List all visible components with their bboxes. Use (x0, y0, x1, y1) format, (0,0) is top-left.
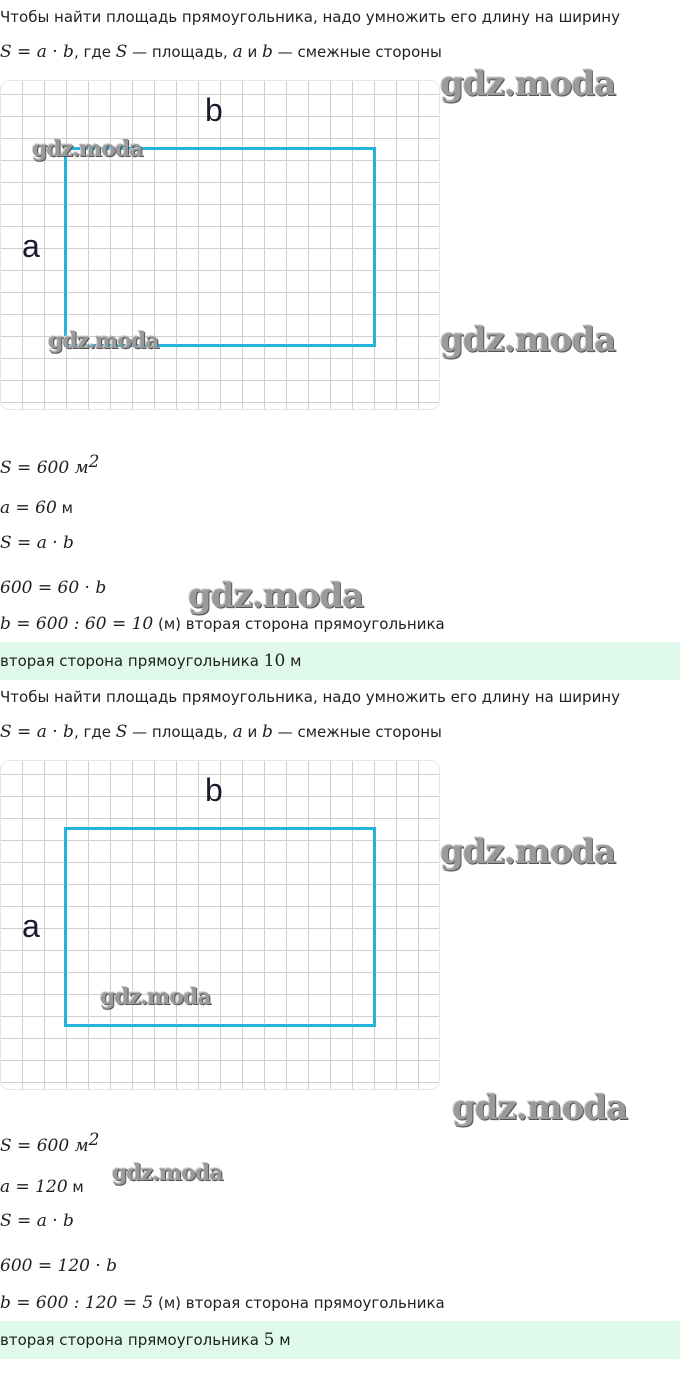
label-b: b (205, 772, 223, 808)
formula-area: — площадь, (127, 43, 233, 61)
result-unit: (м) (153, 615, 182, 633)
answer-text: вторая сторона прямоугольника (0, 652, 264, 670)
side-a-unit: м (56, 499, 73, 517)
area-line: S = 600 $м^2$ (0, 1130, 100, 1156)
area-exponent: 2 (88, 452, 100, 472)
side-a-line: a = 120 м (0, 1177, 84, 1197)
formula-line (0, 42, 442, 62)
formula-sides: — смежные стороны (272, 43, 442, 61)
area-line (0, 452, 99, 478)
equation-line: 600 = 120 · b (0, 1256, 118, 1276)
watermark: gdz.moda (48, 328, 159, 354)
formula-and: и (242, 43, 263, 61)
watermark: gdz.moda (112, 1160, 223, 1186)
area-value: S = 600 м (0, 458, 89, 478)
formula-a: a (232, 42, 243, 62)
watermark: gdz.moda (100, 984, 211, 1010)
answer-value: 10 (263, 651, 286, 671)
intro-text: Чтобы найти площадь прямоугольника, надо умножить его длину на ширину (0, 8, 620, 26)
grid-diagram (0, 80, 440, 410)
formula-lhs: S = a · b (0, 42, 74, 62)
side-a-line (0, 498, 73, 518)
side-a-value: a = 60 (0, 498, 57, 518)
watermark: gdz.moda (188, 576, 364, 616)
formula-restated: S = a · b (0, 533, 74, 553)
formula-restated: S = a · b (0, 1211, 74, 1231)
result-line (0, 614, 445, 634)
watermark: gdz.moda (440, 320, 616, 360)
watermark: gdz.moda (452, 1088, 628, 1128)
label-a: a (22, 908, 40, 944)
label-a: a (22, 228, 40, 264)
rectangle (64, 147, 376, 347)
watermark: gdz.moda (32, 136, 143, 162)
intro-text: Чтобы найти площадь прямоугольника, надо умножить его длину на ширину (0, 688, 620, 706)
watermark: gdz.moda (440, 64, 616, 104)
result-text: вторая сторона прямоугольника (181, 615, 445, 633)
answer-box (0, 642, 680, 680)
formula-b: b (262, 42, 273, 62)
formula-line: S = a · b, где S — площадь, a и b — смежные стороны (0, 722, 442, 742)
formula-where: , где (73, 43, 116, 61)
equation-line: 600 = 60 · b (0, 578, 107, 598)
grid-diagram (0, 760, 440, 1090)
formula-s: S (115, 42, 128, 62)
label-b: b (205, 92, 223, 128)
answer-box: вторая сторона прямоугольника 5 м (0, 1321, 680, 1359)
result-line: b = 600 : 120 = 5 (м) вторая сторона прямоугольника (0, 1293, 445, 1313)
answer-unit: м (285, 652, 302, 670)
result-value: b = 600 : 60 = 10 (0, 614, 154, 634)
watermark: gdz.moda (440, 832, 616, 872)
